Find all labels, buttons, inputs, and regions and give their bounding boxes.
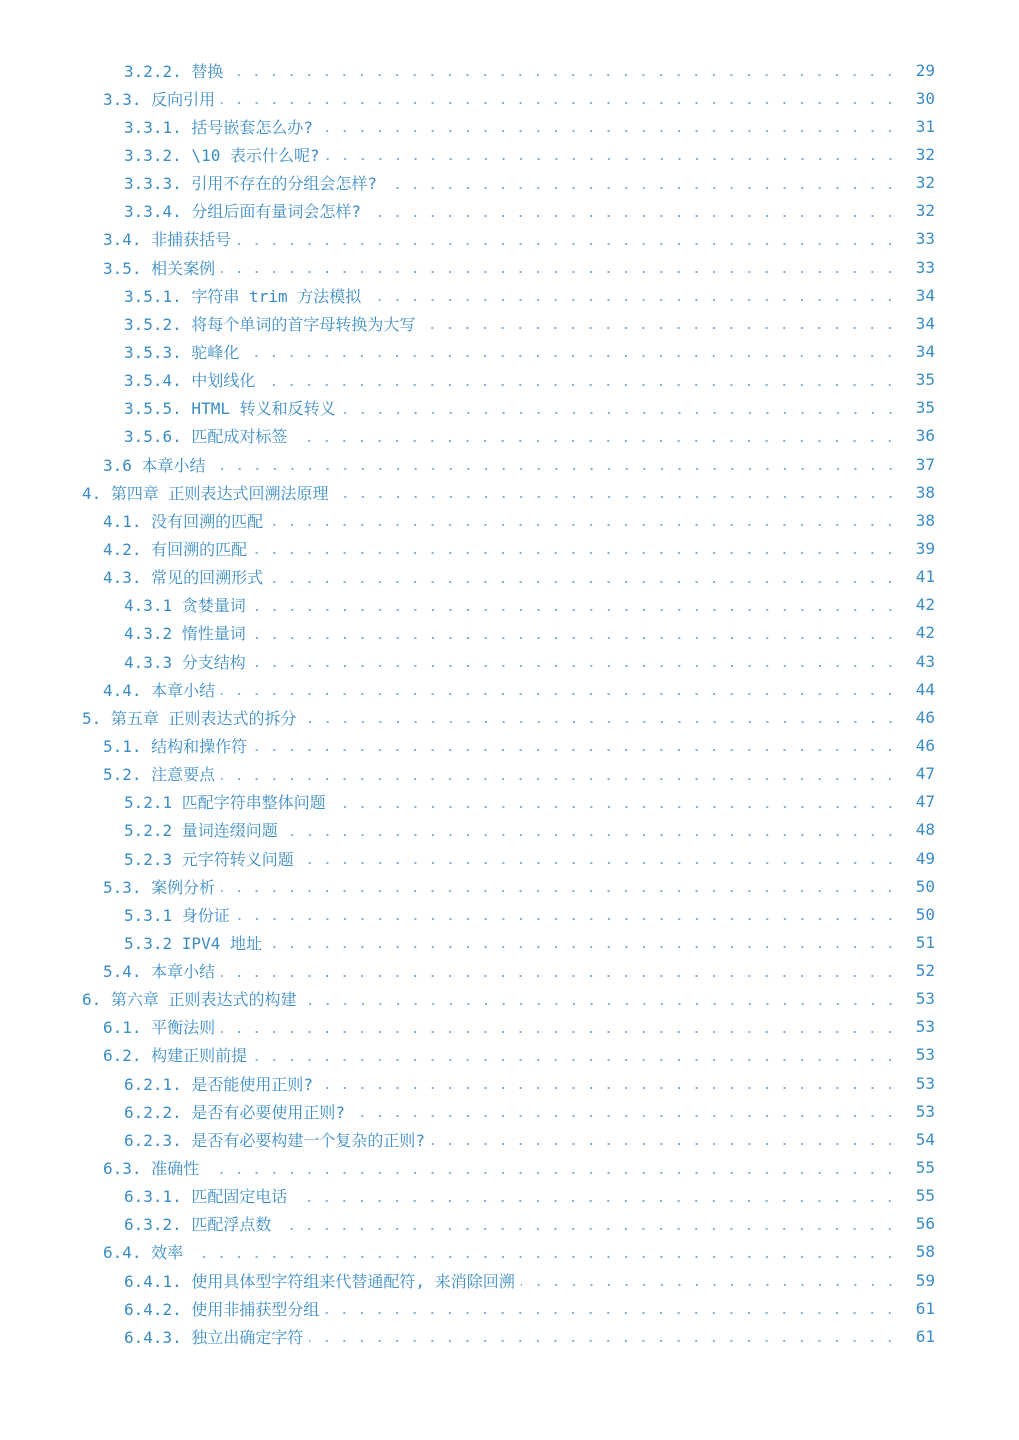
toc-entry-page-number: 35 <box>915 398 935 418</box>
toc-entry-title: 3.4. 非捕获括号 <box>103 230 232 250</box>
toc-entry-page-number: 44 <box>915 679 935 699</box>
dot-leader <box>335 496 899 498</box>
dot-leader <box>332 806 899 808</box>
toc-entry[interactable] <box>0 647 1019 675</box>
dot-leader <box>277 1228 899 1230</box>
toc-entry-page-number: 51 <box>915 932 935 952</box>
dot-leader <box>205 1172 899 1174</box>
toc-entry[interactable] <box>0 591 1019 619</box>
toc-entry-page-number: 36 <box>915 426 935 446</box>
toc-entry-title: 5.3. 案例分析 <box>103 877 216 897</box>
toc-entry-title: 3.5.3. 驼峰化 <box>124 342 240 362</box>
toc-entry[interactable] <box>0 1294 1019 1322</box>
toc-entry-title: 6.3.2. 匹配浮点数 <box>124 1215 272 1235</box>
toc-entry[interactable] <box>0 1041 1019 1069</box>
toc-entry-title: 6.3. 准确性 <box>103 1159 200 1179</box>
dot-leader <box>367 299 899 301</box>
toc-entry-page-number: 48 <box>915 820 935 840</box>
toc-entry[interactable] <box>0 1013 1019 1041</box>
toc-entry-title: 4.3.2 惰性量词 <box>124 624 246 644</box>
dot-leader <box>319 1087 899 1089</box>
toc-entry-page-number: 33 <box>915 257 935 277</box>
dot-leader <box>284 834 899 836</box>
toc-entry-page-number: 38 <box>915 510 935 530</box>
toc-entry-page-number: 53 <box>915 1017 935 1037</box>
toc-entry[interactable] <box>0 844 1019 872</box>
dot-leader <box>229 74 899 76</box>
toc-entry[interactable] <box>0 56 1019 84</box>
toc-entry-title: 5. 第五章 正则表达式的拆分 <box>82 708 297 728</box>
toc-entry-title: 5.2. 注意要点 <box>103 765 216 785</box>
toc-entry-page-number: 50 <box>915 904 935 924</box>
dot-leader <box>303 721 899 723</box>
toc-entry-page-number: 47 <box>915 792 935 812</box>
toc-entry[interactable] <box>0 394 1019 422</box>
toc-entry-page-number: 59 <box>915 1270 935 1290</box>
toc-entry[interactable] <box>0 112 1019 140</box>
dot-leader <box>431 1143 899 1145</box>
toc-entry-title: 3.3.2. \10 表示什么呢? <box>124 145 320 165</box>
toc-entry[interactable] <box>0 1069 1019 1097</box>
toc-entry-page-number: 32 <box>915 201 935 221</box>
toc-entry-title: 3.3.1. 括号嵌套怎么办? <box>124 117 314 137</box>
dot-leader <box>269 581 899 583</box>
toc-entry[interactable] <box>0 1210 1019 1238</box>
dot-leader <box>212 468 899 470</box>
toc-entry[interactable] <box>0 140 1019 168</box>
toc-entry[interactable] <box>0 957 1019 985</box>
toc-entry-page-number: 61 <box>915 1326 935 1346</box>
toc-entry[interactable] <box>0 506 1019 534</box>
toc-entry[interactable] <box>0 478 1019 506</box>
toc-entry[interactable] <box>0 309 1019 337</box>
dot-leader <box>245 355 899 357</box>
toc-entry[interactable] <box>0 1238 1019 1266</box>
dot-leader <box>268 946 899 948</box>
toc-entry-title: 6.4.1. 使用具体型字符组来代替通配符, 来消除回溯 <box>124 1271 515 1291</box>
toc-entry-title: 4. 第四章 正则表达式回溯法原理 <box>82 483 329 503</box>
toc-entry[interactable] <box>0 816 1019 844</box>
toc-entry[interactable] <box>0 1182 1019 1210</box>
dot-leader <box>253 749 899 751</box>
dot-leader <box>326 158 899 160</box>
toc-entry[interactable] <box>0 253 1019 281</box>
toc-entry-title: 3.5. 相关案例 <box>103 258 216 278</box>
toc-entry-page-number: 55 <box>915 1186 935 1206</box>
toc-entry-title: 4.4. 本章小结 <box>103 680 216 700</box>
toc-entry[interactable] <box>0 872 1019 900</box>
toc-entry-title: 6.4.2. 使用非捕获型分组 <box>124 1299 320 1319</box>
toc-entry-page-number: 43 <box>915 651 935 671</box>
toc-entry-page-number: 32 <box>915 144 935 164</box>
toc-entry-page-number: 54 <box>915 1129 935 1149</box>
toc-entry[interactable] <box>0 928 1019 956</box>
toc-entry[interactable] <box>0 760 1019 788</box>
toc-entry-page-number: 37 <box>915 454 935 474</box>
toc-entry-title: 3.3.3. 引用不存在的分组会怎样? <box>124 174 378 194</box>
toc-entry-page-number: 56 <box>915 1214 935 1234</box>
toc-entry-title: 4.3. 常见的回溯形式 <box>103 568 264 588</box>
dot-leader <box>189 1256 899 1258</box>
toc-entry-title: 3.3. 反向引用 <box>103 89 216 109</box>
toc-entry-title: 5.4. 本章小结 <box>103 962 216 982</box>
toc-entry-page-number: 46 <box>915 735 935 755</box>
toc-entry-title: 6.3.1. 匹配固定电话 <box>124 1187 288 1207</box>
dot-leader <box>221 778 899 780</box>
dot-leader <box>221 1031 899 1033</box>
toc-entry[interactable] <box>0 534 1019 562</box>
toc-entry-page-number: 34 <box>915 285 935 305</box>
dot-leader <box>221 890 899 892</box>
dot-leader <box>300 862 899 864</box>
toc-entry[interactable] <box>0 337 1019 365</box>
toc-entry-page-number: 49 <box>915 848 935 868</box>
toc-entry[interactable] <box>0 225 1019 253</box>
toc-entry-title: 3.5.6. 匹配成对标签 <box>124 427 288 447</box>
toc-entry-title: 3.5.4. 中划线化 <box>124 371 256 391</box>
toc-entry-page-number: 33 <box>915 229 935 249</box>
toc-entry-title: 5.2.2 量词连缀问题 <box>124 821 278 841</box>
toc-entry[interactable] <box>0 169 1019 197</box>
dot-leader <box>383 187 899 189</box>
toc-entry-page-number: 34 <box>915 313 935 333</box>
dot-leader <box>521 1284 899 1286</box>
toc-entry[interactable] <box>0 1125 1019 1153</box>
toc-entry[interactable] <box>0 197 1019 225</box>
toc-entry-title: 3.5.5. HTML 转义和反转义 <box>124 399 336 419</box>
dot-leader <box>303 1003 899 1005</box>
dot-leader <box>236 918 899 920</box>
dot-leader <box>253 552 899 554</box>
toc-entry[interactable] <box>0 731 1019 759</box>
toc-entry-title: 6. 第六章 正则表达式的构建 <box>82 990 297 1010</box>
dot-leader <box>252 609 899 611</box>
dot-leader <box>269 524 899 526</box>
toc-entry[interactable] <box>0 281 1019 309</box>
toc-entry-title: 6.2.2. 是否有必要使用正则? <box>124 1102 346 1122</box>
dot-leader <box>221 975 899 977</box>
toc-entry[interactable] <box>0 985 1019 1013</box>
dot-leader <box>221 693 899 695</box>
toc-entry-title: 4.1. 没有回溯的匹配 <box>103 511 264 531</box>
dot-leader <box>221 102 899 104</box>
toc-entry-title: 3.5.2. 将每个单词的首字母转换为大写 <box>124 314 416 334</box>
toc-entry-page-number: 53 <box>915 1101 935 1121</box>
dot-leader <box>342 412 899 414</box>
toc-entry-page-number: 58 <box>915 1242 935 1262</box>
toc-entry-page-number: 50 <box>915 876 935 896</box>
toc-entry-page-number: 42 <box>915 595 935 615</box>
dot-leader <box>252 665 899 667</box>
toc-entry-title: 6.4.3. 独立出确定字符 <box>124 1327 304 1347</box>
toc-entry[interactable] <box>0 1322 1019 1350</box>
toc-entry-page-number: 31 <box>915 116 935 136</box>
toc-entry[interactable] <box>0 703 1019 731</box>
toc-entry-page-number: 53 <box>915 1073 935 1093</box>
dot-leader <box>319 130 899 132</box>
dot-leader <box>293 1200 899 1202</box>
toc-entry-title: 3.3.4. 分组后面有量词会怎样? <box>124 202 362 222</box>
dot-leader <box>293 440 899 442</box>
dot-leader <box>325 1312 899 1314</box>
toc-entry-page-number: 53 <box>915 1045 935 1065</box>
toc-entry-title: 5.3.2 IPV4 地址 <box>124 933 262 953</box>
toc-entry[interactable] <box>0 366 1019 394</box>
toc-entry-page-number: 38 <box>915 482 935 502</box>
toc-entry[interactable] <box>0 900 1019 928</box>
dot-leader <box>237 243 899 245</box>
toc-entry[interactable] <box>0 1097 1019 1125</box>
toc-entry-page-number: 30 <box>915 88 935 108</box>
toc-entry[interactable] <box>0 675 1019 703</box>
toc-entry[interactable] <box>0 84 1019 112</box>
toc-entry-page-number: 55 <box>915 1158 935 1178</box>
toc-entry-title: 6.4. 效率 <box>103 1243 184 1263</box>
toc-entry[interactable] <box>0 450 1019 478</box>
toc-entry-page-number: 35 <box>915 370 935 390</box>
toc-entry[interactable] <box>0 422 1019 450</box>
toc-entry-title: 6.2.3. 是否有必要构建一个复杂的正则? <box>124 1130 426 1150</box>
toc-entry-title: 5.2.1 匹配字符串整体问题 <box>124 793 326 813</box>
toc-entry-title: 4.3.3 分支结构 <box>124 652 246 672</box>
toc-entry[interactable] <box>0 1153 1019 1181</box>
dot-leader <box>252 637 899 639</box>
toc-entry-page-number: 46 <box>915 707 935 727</box>
dot-leader <box>253 1059 899 1061</box>
toc-entry-title: 3.2.2. 替换 <box>124 61 224 81</box>
toc-entry-page-number: 53 <box>915 989 935 1009</box>
dot-leader <box>421 327 899 329</box>
toc-entry-title: 6.2. 构建正则前提 <box>103 1046 248 1066</box>
toc-entry-page-number: 41 <box>915 567 935 587</box>
toc-entry-page-number: 34 <box>915 341 935 361</box>
toc-entry-title: 6.1. 平衡法则 <box>103 1018 216 1038</box>
toc-entry-page-number: 42 <box>915 623 935 643</box>
toc-entry-page-number: 61 <box>915 1298 935 1318</box>
dot-leader <box>351 1115 899 1117</box>
toc-entry-page-number: 29 <box>915 60 935 80</box>
toc-entry[interactable] <box>0 1266 1019 1294</box>
toc-entry[interactable] <box>0 563 1019 591</box>
toc-entry-page-number: 52 <box>915 961 935 981</box>
toc-entry-title: 5.1. 结构和操作符 <box>103 736 248 756</box>
toc-entry[interactable] <box>0 619 1019 647</box>
dot-leader <box>221 271 899 273</box>
table-of-contents <box>0 56 1019 1350</box>
toc-entry-title: 3.6 本章小结 <box>103 455 206 475</box>
dot-leader <box>309 1340 899 1342</box>
dot-leader <box>261 384 899 386</box>
toc-entry[interactable] <box>0 788 1019 816</box>
toc-entry-title: 4.3.1 贪婪量词 <box>124 596 246 616</box>
dot-leader <box>367 215 899 217</box>
toc-entry-title: 5.3.1 身份证 <box>124 905 230 925</box>
toc-entry-page-number: 47 <box>915 764 935 784</box>
toc-entry-title: 6.2.1. 是否能使用正则? <box>124 1074 314 1094</box>
toc-entry-title: 4.2. 有回溯的匹配 <box>103 539 248 559</box>
toc-entry-page-number: 32 <box>915 173 935 193</box>
toc-entry-page-number: 39 <box>915 538 935 558</box>
toc-entry-title: 3.5.1. 字符串 trim 方法模拟 <box>124 286 362 306</box>
toc-entry-title: 5.2.3 元字符转义问题 <box>124 849 294 869</box>
